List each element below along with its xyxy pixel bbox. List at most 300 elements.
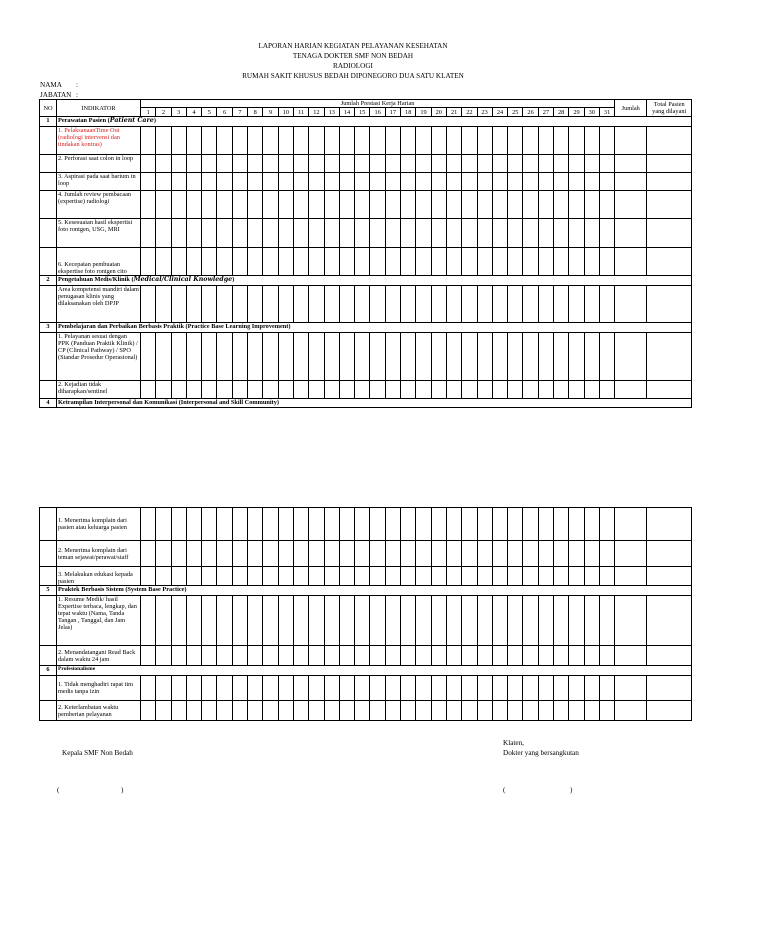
daily-entry-cell[interactable] — [232, 541, 247, 567]
daily-entry-cell[interactable] — [554, 381, 569, 399]
daily-entry-cell[interactable] — [446, 155, 461, 173]
daily-entry-cell[interactable] — [355, 173, 370, 191]
daily-entry-cell[interactable] — [508, 219, 523, 248]
daily-entry-cell[interactable] — [186, 567, 201, 586]
daily-entry-cell[interactable] — [263, 155, 278, 173]
daily-entry-cell[interactable] — [538, 155, 553, 173]
daily-entry-cell[interactable] — [446, 541, 461, 567]
daily-entry-cell[interactable] — [446, 508, 461, 541]
daily-entry-cell[interactable] — [202, 701, 217, 721]
daily-entry-cell[interactable] — [202, 381, 217, 399]
daily-entry-cell[interactable] — [538, 676, 553, 701]
daily-entry-cell[interactable] — [156, 508, 171, 541]
daily-entry-cell[interactable] — [141, 567, 156, 586]
daily-entry-cell[interactable] — [232, 333, 247, 381]
daily-entry-cell[interactable] — [462, 191, 477, 219]
daily-entry-cell[interactable] — [431, 596, 446, 646]
daily-entry-cell[interactable] — [293, 286, 308, 323]
total-pasien-cell[interactable] — [647, 596, 692, 646]
daily-entry-cell[interactable] — [431, 567, 446, 586]
daily-entry-cell[interactable] — [599, 596, 614, 646]
daily-entry-cell[interactable] — [278, 127, 293, 155]
daily-entry-cell[interactable] — [599, 541, 614, 567]
daily-entry-cell[interactable] — [599, 701, 614, 721]
daily-entry-cell[interactable] — [355, 676, 370, 701]
daily-entry-cell[interactable] — [599, 191, 614, 219]
daily-entry-cell[interactable] — [431, 248, 446, 276]
daily-entry-cell[interactable] — [263, 676, 278, 701]
daily-entry-cell[interactable] — [232, 155, 247, 173]
daily-entry-cell[interactable] — [569, 381, 584, 399]
daily-entry-cell[interactable] — [477, 701, 492, 721]
daily-entry-cell[interactable] — [355, 286, 370, 323]
daily-entry-cell[interactable] — [370, 333, 385, 381]
daily-entry-cell[interactable] — [401, 127, 416, 155]
jumlah-cell[interactable] — [615, 381, 647, 399]
daily-entry-cell[interactable] — [385, 127, 400, 155]
daily-entry-cell[interactable] — [293, 155, 308, 173]
daily-entry-cell[interactable] — [263, 333, 278, 381]
daily-entry-cell[interactable] — [370, 701, 385, 721]
daily-entry-cell[interactable] — [554, 173, 569, 191]
daily-entry-cell[interactable] — [446, 676, 461, 701]
daily-entry-cell[interactable] — [355, 191, 370, 219]
daily-entry-cell[interactable] — [462, 286, 477, 323]
daily-entry-cell[interactable] — [584, 219, 599, 248]
daily-entry-cell[interactable] — [248, 541, 263, 567]
daily-entry-cell[interactable] — [569, 541, 584, 567]
daily-entry-cell[interactable] — [401, 191, 416, 219]
daily-entry-cell[interactable] — [569, 333, 584, 381]
daily-entry-cell[interactable] — [309, 127, 324, 155]
daily-entry-cell[interactable] — [156, 173, 171, 191]
daily-entry-cell[interactable] — [278, 173, 293, 191]
daily-entry-cell[interactable] — [202, 191, 217, 219]
daily-entry-cell[interactable] — [492, 381, 507, 399]
daily-entry-cell[interactable] — [370, 286, 385, 323]
daily-entry-cell[interactable] — [569, 248, 584, 276]
daily-entry-cell[interactable] — [569, 173, 584, 191]
daily-entry-cell[interactable] — [431, 508, 446, 541]
daily-entry-cell[interactable] — [370, 567, 385, 586]
daily-entry-cell[interactable] — [186, 286, 201, 323]
daily-entry-cell[interactable] — [508, 701, 523, 721]
daily-entry-cell[interactable] — [293, 127, 308, 155]
daily-entry-cell[interactable] — [446, 646, 461, 666]
daily-entry-cell[interactable] — [416, 508, 431, 541]
daily-entry-cell[interactable] — [599, 567, 614, 586]
daily-entry-cell[interactable] — [156, 219, 171, 248]
daily-entry-cell[interactable] — [569, 701, 584, 721]
daily-entry-cell[interactable] — [278, 191, 293, 219]
daily-entry-cell[interactable] — [217, 381, 232, 399]
daily-entry-cell[interactable] — [492, 596, 507, 646]
daily-entry-cell[interactable] — [370, 381, 385, 399]
daily-entry-cell[interactable] — [523, 541, 538, 567]
daily-entry-cell[interactable] — [355, 155, 370, 173]
daily-entry-cell[interactable] — [202, 646, 217, 666]
daily-entry-cell[interactable] — [339, 191, 354, 219]
daily-entry-cell[interactable] — [339, 676, 354, 701]
daily-entry-cell[interactable] — [446, 567, 461, 586]
total-pasien-cell[interactable] — [647, 333, 692, 381]
daily-entry-cell[interactable] — [477, 286, 492, 323]
daily-entry-cell[interactable] — [538, 127, 553, 155]
daily-entry-cell[interactable] — [248, 596, 263, 646]
daily-entry-cell[interactable] — [446, 219, 461, 248]
daily-entry-cell[interactable] — [186, 381, 201, 399]
daily-entry-cell[interactable] — [248, 155, 263, 173]
daily-entry-cell[interactable] — [538, 646, 553, 666]
daily-entry-cell[interactable] — [141, 286, 156, 323]
daily-entry-cell[interactable] — [554, 248, 569, 276]
daily-entry-cell[interactable] — [385, 286, 400, 323]
daily-entry-cell[interactable] — [263, 286, 278, 323]
daily-entry-cell[interactable] — [171, 381, 186, 399]
daily-entry-cell[interactable] — [554, 701, 569, 721]
daily-entry-cell[interactable] — [278, 333, 293, 381]
daily-entry-cell[interactable] — [186, 596, 201, 646]
daily-entry-cell[interactable] — [217, 286, 232, 323]
daily-entry-cell[interactable] — [416, 286, 431, 323]
daily-entry-cell[interactable] — [538, 333, 553, 381]
daily-entry-cell[interactable] — [416, 248, 431, 276]
daily-entry-cell[interactable] — [232, 676, 247, 701]
daily-entry-cell[interactable] — [141, 676, 156, 701]
daily-entry-cell[interactable] — [569, 567, 584, 586]
daily-entry-cell[interactable] — [554, 219, 569, 248]
daily-entry-cell[interactable] — [217, 701, 232, 721]
daily-entry-cell[interactable] — [324, 155, 339, 173]
daily-entry-cell[interactable] — [339, 286, 354, 323]
daily-entry-cell[interactable] — [293, 333, 308, 381]
total-pasien-cell[interactable] — [647, 219, 692, 248]
daily-entry-cell[interactable] — [202, 541, 217, 567]
daily-entry-cell[interactable] — [232, 248, 247, 276]
daily-entry-cell[interactable] — [202, 508, 217, 541]
daily-entry-cell[interactable] — [324, 286, 339, 323]
daily-entry-cell[interactable] — [324, 127, 339, 155]
daily-entry-cell[interactable] — [309, 676, 324, 701]
daily-entry-cell[interactable] — [431, 219, 446, 248]
daily-entry-cell[interactable] — [232, 508, 247, 541]
daily-entry-cell[interactable] — [293, 381, 308, 399]
daily-entry-cell[interactable] — [584, 541, 599, 567]
daily-entry-cell[interactable] — [248, 286, 263, 323]
daily-entry-cell[interactable] — [156, 333, 171, 381]
daily-entry-cell[interactable] — [293, 676, 308, 701]
daily-entry-cell[interactable] — [232, 219, 247, 248]
daily-entry-cell[interactable] — [508, 248, 523, 276]
daily-entry-cell[interactable] — [232, 286, 247, 323]
daily-entry-cell[interactable] — [355, 248, 370, 276]
daily-entry-cell[interactable] — [202, 127, 217, 155]
daily-entry-cell[interactable] — [492, 333, 507, 381]
daily-entry-cell[interactable] — [385, 248, 400, 276]
jumlah-cell[interactable] — [615, 333, 647, 381]
daily-entry-cell[interactable] — [492, 646, 507, 666]
daily-entry-cell[interactable] — [554, 567, 569, 586]
daily-entry-cell[interactable] — [370, 541, 385, 567]
daily-entry-cell[interactable] — [599, 155, 614, 173]
daily-entry-cell[interactable] — [324, 541, 339, 567]
jumlah-cell[interactable] — [615, 286, 647, 323]
daily-entry-cell[interactable] — [370, 155, 385, 173]
daily-entry-cell[interactable] — [339, 333, 354, 381]
total-pasien-cell[interactable] — [647, 508, 692, 541]
daily-entry-cell[interactable] — [492, 676, 507, 701]
daily-entry-cell[interactable] — [554, 541, 569, 567]
daily-entry-cell[interactable] — [401, 567, 416, 586]
daily-entry-cell[interactable] — [324, 248, 339, 276]
daily-entry-cell[interactable] — [370, 676, 385, 701]
daily-entry-cell[interactable] — [156, 701, 171, 721]
daily-entry-cell[interactable] — [599, 676, 614, 701]
daily-entry-cell[interactable] — [232, 596, 247, 646]
daily-entry-cell[interactable] — [385, 596, 400, 646]
daily-entry-cell[interactable] — [385, 646, 400, 666]
daily-entry-cell[interactable] — [355, 333, 370, 381]
daily-entry-cell[interactable] — [492, 541, 507, 567]
daily-entry-cell[interactable] — [554, 596, 569, 646]
jumlah-cell[interactable] — [615, 701, 647, 721]
daily-entry-cell[interactable] — [401, 541, 416, 567]
daily-entry-cell[interactable] — [171, 508, 186, 541]
daily-entry-cell[interactable] — [263, 701, 278, 721]
daily-entry-cell[interactable] — [523, 701, 538, 721]
daily-entry-cell[interactable] — [599, 248, 614, 276]
daily-entry-cell[interactable] — [431, 541, 446, 567]
total-pasien-cell[interactable] — [647, 646, 692, 666]
daily-entry-cell[interactable] — [401, 286, 416, 323]
daily-entry-cell[interactable] — [523, 646, 538, 666]
daily-entry-cell[interactable] — [416, 191, 431, 219]
daily-entry-cell[interactable] — [416, 219, 431, 248]
daily-entry-cell[interactable] — [401, 155, 416, 173]
daily-entry-cell[interactable] — [171, 155, 186, 173]
daily-entry-cell[interactable] — [538, 381, 553, 399]
daily-entry-cell[interactable] — [141, 646, 156, 666]
daily-entry-cell[interactable] — [385, 333, 400, 381]
daily-entry-cell[interactable] — [232, 567, 247, 586]
daily-entry-cell[interactable] — [248, 508, 263, 541]
daily-entry-cell[interactable] — [508, 191, 523, 219]
daily-entry-cell[interactable] — [416, 596, 431, 646]
daily-entry-cell[interactable] — [309, 596, 324, 646]
daily-entry-cell[interactable] — [141, 173, 156, 191]
daily-entry-cell[interactable] — [477, 508, 492, 541]
daily-entry-cell[interactable] — [186, 676, 201, 701]
daily-entry-cell[interactable] — [232, 701, 247, 721]
daily-entry-cell[interactable] — [171, 646, 186, 666]
daily-entry-cell[interactable] — [263, 381, 278, 399]
daily-entry-cell[interactable] — [202, 155, 217, 173]
daily-entry-cell[interactable] — [462, 701, 477, 721]
daily-entry-cell[interactable] — [202, 173, 217, 191]
daily-entry-cell[interactable] — [538, 567, 553, 586]
daily-entry-cell[interactable] — [569, 646, 584, 666]
daily-entry-cell[interactable] — [492, 567, 507, 586]
daily-entry-cell[interactable] — [370, 596, 385, 646]
total-pasien-cell[interactable] — [647, 191, 692, 219]
daily-entry-cell[interactable] — [293, 596, 308, 646]
daily-entry-cell[interactable] — [278, 596, 293, 646]
daily-entry-cell[interactable] — [171, 333, 186, 381]
daily-entry-cell[interactable] — [248, 191, 263, 219]
daily-entry-cell[interactable] — [492, 191, 507, 219]
daily-entry-cell[interactable] — [401, 248, 416, 276]
daily-entry-cell[interactable] — [339, 701, 354, 721]
daily-entry-cell[interactable] — [186, 646, 201, 666]
daily-entry-cell[interactable] — [370, 191, 385, 219]
daily-entry-cell[interactable] — [278, 676, 293, 701]
daily-entry-cell[interactable] — [431, 191, 446, 219]
daily-entry-cell[interactable] — [554, 191, 569, 219]
daily-entry-cell[interactable] — [477, 248, 492, 276]
daily-entry-cell[interactable] — [477, 381, 492, 399]
daily-entry-cell[interactable] — [141, 508, 156, 541]
daily-entry-cell[interactable] — [446, 596, 461, 646]
daily-entry-cell[interactable] — [278, 541, 293, 567]
daily-entry-cell[interactable] — [431, 173, 446, 191]
daily-entry-cell[interactable] — [248, 333, 263, 381]
daily-entry-cell[interactable] — [431, 155, 446, 173]
daily-entry-cell[interactable] — [309, 646, 324, 666]
daily-entry-cell[interactable] — [462, 219, 477, 248]
daily-entry-cell[interactable] — [569, 596, 584, 646]
daily-entry-cell[interactable] — [385, 173, 400, 191]
daily-entry-cell[interactable] — [416, 333, 431, 381]
daily-entry-cell[interactable] — [569, 676, 584, 701]
daily-entry-cell[interactable] — [248, 248, 263, 276]
daily-entry-cell[interactable] — [293, 701, 308, 721]
jumlah-cell[interactable] — [615, 596, 647, 646]
daily-entry-cell[interactable] — [401, 333, 416, 381]
daily-entry-cell[interactable] — [569, 286, 584, 323]
daily-entry-cell[interactable] — [584, 286, 599, 323]
daily-entry-cell[interactable] — [171, 286, 186, 323]
daily-entry-cell[interactable] — [599, 646, 614, 666]
daily-entry-cell[interactable] — [554, 155, 569, 173]
daily-entry-cell[interactable] — [156, 646, 171, 666]
daily-entry-cell[interactable] — [156, 381, 171, 399]
daily-entry-cell[interactable] — [309, 333, 324, 381]
daily-entry-cell[interactable] — [202, 676, 217, 701]
daily-entry-cell[interactable] — [416, 646, 431, 666]
daily-entry-cell[interactable] — [141, 701, 156, 721]
daily-entry-cell[interactable] — [584, 381, 599, 399]
daily-entry-cell[interactable] — [508, 127, 523, 155]
daily-entry-cell[interactable] — [431, 381, 446, 399]
daily-entry-cell[interactable] — [477, 646, 492, 666]
total-pasien-cell[interactable] — [647, 676, 692, 701]
daily-entry-cell[interactable] — [523, 155, 538, 173]
daily-entry-cell[interactable] — [370, 127, 385, 155]
daily-entry-cell[interactable] — [508, 676, 523, 701]
daily-entry-cell[interactable] — [171, 676, 186, 701]
daily-entry-cell[interactable] — [446, 191, 461, 219]
daily-entry-cell[interactable] — [569, 219, 584, 248]
daily-entry-cell[interactable] — [248, 381, 263, 399]
daily-entry-cell[interactable] — [385, 676, 400, 701]
daily-entry-cell[interactable] — [171, 248, 186, 276]
daily-entry-cell[interactable] — [248, 219, 263, 248]
daily-entry-cell[interactable] — [401, 646, 416, 666]
daily-entry-cell[interactable] — [569, 191, 584, 219]
total-pasien-cell[interactable] — [647, 155, 692, 173]
daily-entry-cell[interactable] — [339, 173, 354, 191]
daily-entry-cell[interactable] — [324, 646, 339, 666]
daily-entry-cell[interactable] — [217, 508, 232, 541]
daily-entry-cell[interactable] — [324, 701, 339, 721]
daily-entry-cell[interactable] — [584, 191, 599, 219]
daily-entry-cell[interactable] — [309, 155, 324, 173]
daily-entry-cell[interactable] — [309, 541, 324, 567]
daily-entry-cell[interactable] — [492, 173, 507, 191]
daily-entry-cell[interactable] — [416, 127, 431, 155]
daily-entry-cell[interactable] — [217, 676, 232, 701]
daily-entry-cell[interactable] — [385, 541, 400, 567]
daily-entry-cell[interactable] — [538, 173, 553, 191]
daily-entry-cell[interactable] — [584, 646, 599, 666]
daily-entry-cell[interactable] — [156, 541, 171, 567]
daily-entry-cell[interactable] — [324, 173, 339, 191]
daily-entry-cell[interactable] — [401, 173, 416, 191]
daily-entry-cell[interactable] — [523, 567, 538, 586]
daily-entry-cell[interactable] — [416, 676, 431, 701]
daily-entry-cell[interactable] — [293, 248, 308, 276]
daily-entry-cell[interactable] — [248, 173, 263, 191]
daily-entry-cell[interactable] — [355, 541, 370, 567]
daily-entry-cell[interactable] — [278, 646, 293, 666]
daily-entry-cell[interactable] — [431, 701, 446, 721]
daily-entry-cell[interactable] — [293, 173, 308, 191]
daily-entry-cell[interactable] — [171, 173, 186, 191]
daily-entry-cell[interactable] — [370, 248, 385, 276]
daily-entry-cell[interactable] — [462, 596, 477, 646]
daily-entry-cell[interactable] — [171, 191, 186, 219]
daily-entry-cell[interactable] — [355, 381, 370, 399]
daily-entry-cell[interactable] — [554, 333, 569, 381]
daily-entry-cell[interactable] — [584, 567, 599, 586]
daily-entry-cell[interactable] — [324, 567, 339, 586]
daily-entry-cell[interactable] — [523, 676, 538, 701]
daily-entry-cell[interactable] — [186, 508, 201, 541]
daily-entry-cell[interactable] — [599, 333, 614, 381]
daily-entry-cell[interactable] — [293, 541, 308, 567]
daily-entry-cell[interactable] — [538, 701, 553, 721]
daily-entry-cell[interactable] — [492, 701, 507, 721]
daily-entry-cell[interactable] — [538, 541, 553, 567]
daily-entry-cell[interactable] — [538, 219, 553, 248]
daily-entry-cell[interactable] — [324, 219, 339, 248]
daily-entry-cell[interactable] — [141, 155, 156, 173]
daily-entry-cell[interactable] — [584, 248, 599, 276]
daily-entry-cell[interactable] — [492, 248, 507, 276]
daily-entry-cell[interactable] — [462, 646, 477, 666]
jumlah-cell[interactable] — [615, 219, 647, 248]
jumlah-cell[interactable] — [615, 541, 647, 567]
daily-entry-cell[interactable] — [141, 596, 156, 646]
daily-entry-cell[interactable] — [401, 381, 416, 399]
daily-entry-cell[interactable] — [339, 541, 354, 567]
daily-entry-cell[interactable] — [416, 381, 431, 399]
daily-entry-cell[interactable] — [462, 676, 477, 701]
daily-entry-cell[interactable] — [156, 127, 171, 155]
daily-entry-cell[interactable] — [538, 286, 553, 323]
jumlah-cell[interactable] — [615, 173, 647, 191]
daily-entry-cell[interactable] — [202, 333, 217, 381]
